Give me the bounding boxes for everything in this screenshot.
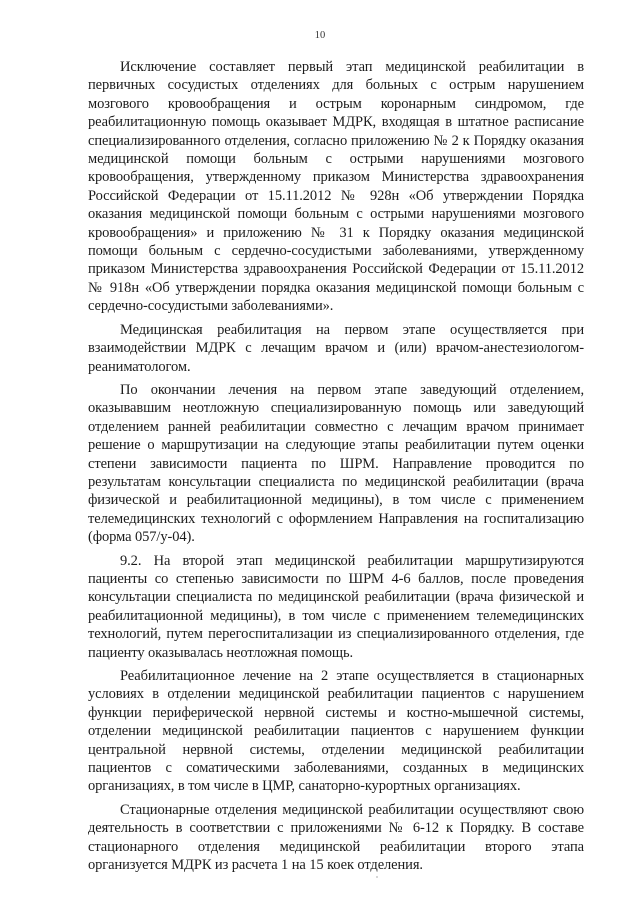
body-text <box>88 58 584 879</box>
scan-artifact <box>376 876 378 878</box>
paragraph-inpatient-departments: Стационарные отделения медицинской реабилитации осуществляют свою деятельность в соответствии с приложениями № 6-12 к Порядку. В составе стационарного отделения медицинской реабилитации второго этапа организуется МДРК из расчета 1 на 15 коек отделения. <box>88 801 584 874</box>
paragraph-first-stage-routing: По окончании лечения на первом этапе заведующий отделением, оказывавшим неотложную специализированную помощь или заведующий отделением ранней реабилитации совместно с лечащим врачом принимает решение о маршрутизации на следующие этапы реабилитации путем оценки степени зависимости пациента по ШРМ. Направление проводится по результатам консультации специалиста по медицинской реабилитации (врача физической и реабилитационной медицины), в том числе с применением телемедицинских технологий с оформлением Направления на госпитализацию (форма 057/у-04). <box>88 381 584 546</box>
paragraph-first-stage-interaction: Медицинская реабилитация на первом этапе осуществляется при взаимодействии МДРК с лечащим врачом и (или) врачом-анестезиологом-реаниматологом. <box>88 321 584 375</box>
paragraph-second-stage-routing: 9.2. На второй этап медицинской реабилитации маршрутизируются пациенты со степенью зависимости по ШРМ 4-6 баллов, после проведения консультации специалиста по медицинской реабилитации (врача физической и реабилитационной медицины), в том числе с применением телемедицинских технологий, путем перегоспитализации из специализированного отделения, где пациенту оказывалась неотложная помощь. <box>88 552 584 661</box>
paragraph-exception-first-stage: Исключение составляет первый этап медицинской реабилитации в первичных сосудистых отделениях для больных с острым нарушением мозгового кровообращения и острым коронарным синдромом, где реабилитационную помощь оказывает МДРК, входящая в штатное расписание специализированного отделения, согласно приложению № 2 к Порядку оказания медицинской помощи больным с острыми нарушениями мозгового кровообращения, утвержденному приказом Министерства здравоохранения Российской Федерации от 15.11.2012 № 928н «Об утверждении Порядка оказания медицинской помощи больным с острыми нарушениями мозгового кровообращения» и приложению № 31 к Порядку оказания медицинской помощи больным с сердечно-сосудистыми заболеваниями, утвержденному приказом Министерства здравоохранения Российской Федерации от 15.11.2012 № 918н «Об утверждении порядка оказания медицинской помощи больным с сердечно-сосудистыми заболеваниями». <box>88 59 584 315</box>
page-number: 10 <box>314 30 326 41</box>
paragraph-second-stage-treatment: Реабилитационное лечение на 2 этапе осуществляется в стационарных условиях в отделении медицинской реабилитации пациентов с нарушением функции периферической нервной системы и костно-мышечной системы, отделении медицинской реабилитации пациентов с нарушением функции центральной нервной системы, отделении медицинской реабилитации пациентов с соматическими заболеваниями, созданных в медицинских организациях, в том числе в ЦМР, санаторно-курортных организациях. <box>88 668 584 795</box>
